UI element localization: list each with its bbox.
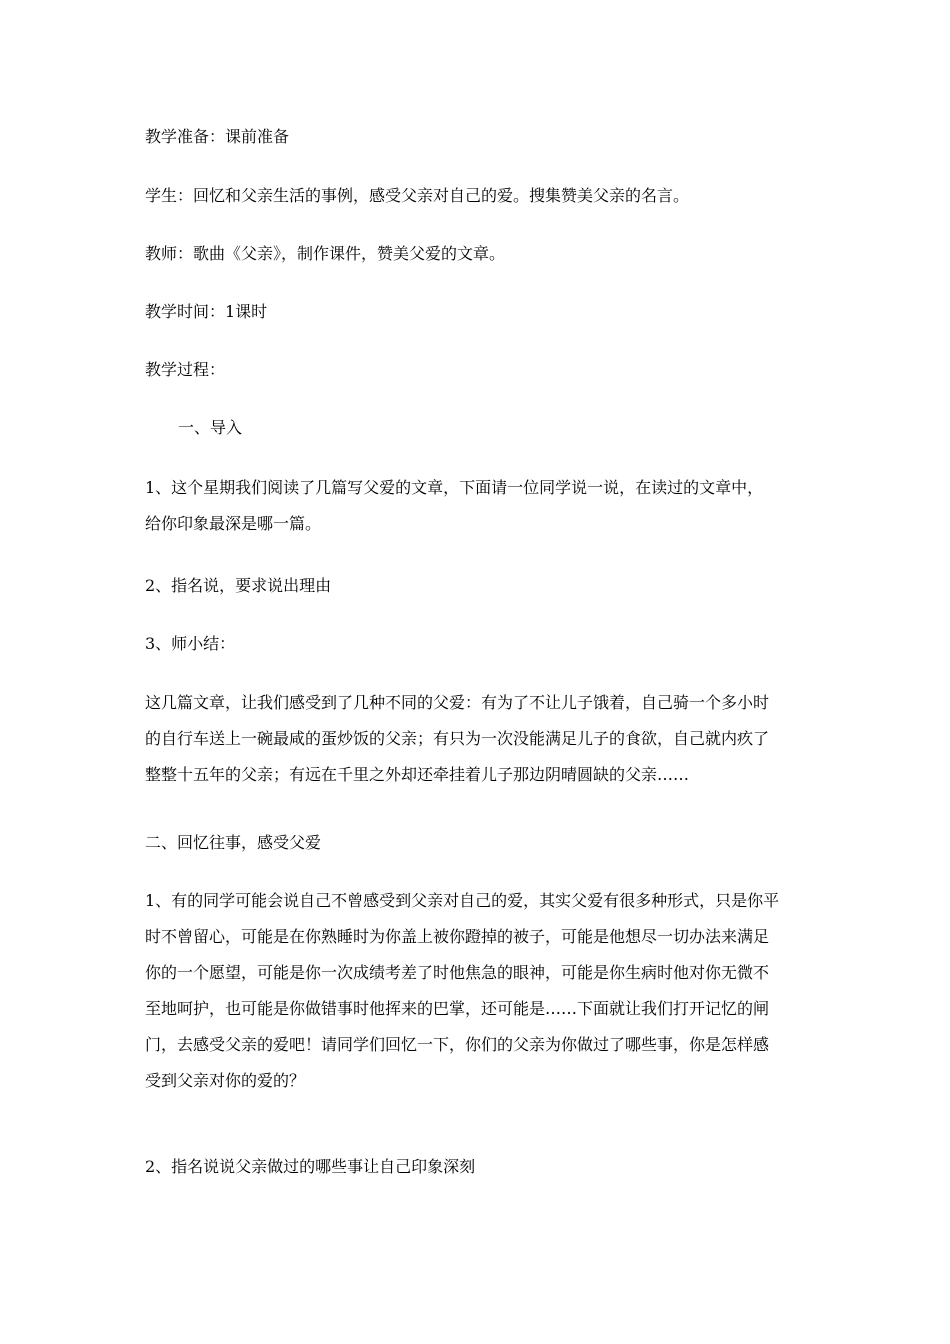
item1-line: 给你印象最深是哪一篇。 (145, 514, 322, 533)
section2-item1-line: 门，去感受父亲的爱吧！请同学们回忆一下，你们的父亲为你做过了哪些事，你是怎样感 (145, 1035, 770, 1054)
section2-item2: 2、指名说说父亲做过的哪些事让自己印象深刻 (145, 1157, 476, 1176)
section1-heading: 一、导入 (178, 418, 243, 437)
time-line: 教学时间：1课时 (145, 302, 268, 321)
item1-line: 1、这个星期我们阅读了几篇写父爱的文章，下面请一位同学说一说，在读过的文章中， (145, 478, 764, 497)
section2-heading: 二、回忆往事，感受父爱 (145, 833, 322, 852)
item2: 2、指名说，要求说出理由 (145, 576, 332, 595)
students-line: 学生：回忆和父亲生活的事例，感受父亲对自己的爱。搜集赞美父亲的名言。 (145, 186, 690, 205)
item1-paragraph (145, 478, 815, 550)
section2-item1-line: 1、有的同学可能会说自己不曾感受到父亲对自己的爱，其实父爱有很多种形式，只是你平 (145, 891, 780, 910)
section2-item1-line: 至地呵护，也可能是你做错事时他挥来的巴掌，还可能是……下面就让我们打开记忆的闸 (145, 999, 770, 1018)
section2-item1-line: 你的一个愿望，可能是你一次成绩考差了时他焦急的眼神，可能是你生病时他对你无微不 (145, 963, 770, 982)
process-title: 教学过程： (145, 360, 226, 379)
summary-paragraph (145, 693, 815, 801)
section2-item1-paragraph (145, 891, 815, 1107)
summary-line: 的自行车送上一碗最咸的蛋炒饭的父亲；有只为一次没能满足儿子的食欲，自己就内疚了 (145, 729, 770, 748)
prep-title: 教学准备：课前准备 (145, 127, 290, 146)
section2-item1-line: 时不曾留心，可能是在你熟睡时为你盖上被你蹬掉的被子，可能是他想尽一切办法来满足 (145, 927, 770, 946)
item3: 3、师小结： (145, 634, 236, 653)
summary-line: 这几篇文章，让我们感受到了几种不同的父爱：有为了不让儿子饿着，自己骑一个多小时 (145, 693, 770, 712)
summary-line: 整整十五年的父亲；有远在千里之外却还牵挂着儿子那边阴晴圆缺的父亲…… (145, 765, 690, 784)
section2-item1-line: 受到父亲对你的爱的？ (145, 1071, 306, 1090)
teacher-line: 教师：歌曲《父亲》，制作课件，赞美父爱的文章。 (145, 244, 506, 263)
